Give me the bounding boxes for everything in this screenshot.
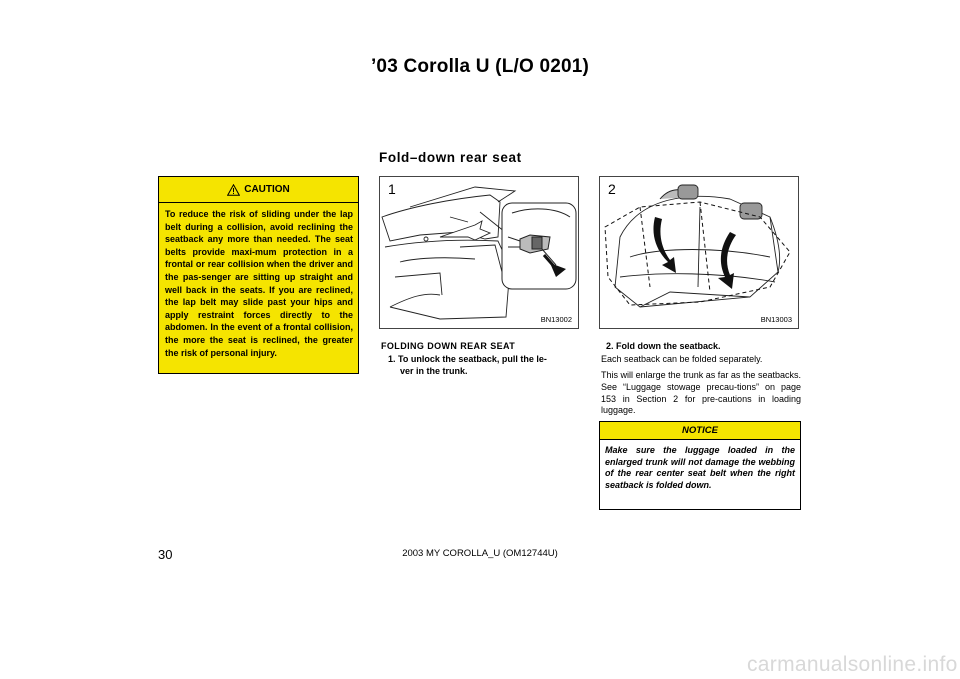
- caution-box: [158, 176, 359, 374]
- figure-code: BN13002: [540, 315, 572, 324]
- watermark: carmanualsonline.info: [747, 653, 958, 676]
- figure-folding-seat: [599, 176, 799, 329]
- step-2-text: 2. Fold down the seatback.: [606, 341, 721, 351]
- folding-heading: FOLDING DOWN REAR SEAT: [381, 341, 516, 351]
- notice-box: [599, 421, 801, 510]
- figure-trunk-lever: [379, 176, 579, 329]
- folding-seat-illustration: [600, 177, 799, 329]
- page-number: 30: [158, 547, 173, 562]
- notice-header: NOTICE: [600, 422, 800, 440]
- footer-doc-code: 2003 MY COROLLA_U (OM12744U): [402, 548, 558, 559]
- step-1-line-1: 1. To unlock the seatback, pull the le-: [388, 354, 547, 364]
- step-1-line-2: ver in the trunk.: [400, 365, 468, 376]
- separate-fold-paragraph: Each seatback can be folded separately.: [601, 354, 763, 364]
- figure-number: 2: [608, 181, 616, 197]
- caution-label: CAUTION: [244, 184, 290, 195]
- trunk-lever-illustration: [380, 177, 579, 329]
- page-header-title: ’03 Corolla U (L/O 0201): [370, 56, 590, 77]
- figure-number: 1: [388, 181, 396, 197]
- notice-text: Make sure the luggage loaded in the enlarged trunk will not damage the webbing of the rear center seat belt when the right seatback is folded down.: [605, 445, 795, 490]
- caution-text: To reduce the risk of sliding under the lap belt during a collision, avoid reclining the seatback any more than needed. The seat belts provide maxi-mum protection in a frontal or rear collision when the driver and the pas-senger are sitting up straight and well back in the seats. If you are reclined, the lap belt may slide past your hips and apply restraint forces directly to the abdomen. In the event of a frontal collision, the more the seat is reclined, the greater the risk of personal injury.: [165, 209, 353, 358]
- figure-code: BN13003: [760, 315, 792, 324]
- section-heading: Fold–down rear seat: [379, 150, 522, 165]
- warning-triangle-icon: [227, 184, 240, 196]
- step-1-text: [388, 354, 578, 378]
- caution-header: [159, 177, 358, 203]
- luggage-paragraph: This will enlarge the trunk as far as the seatbacks. See “Luggage stowage precau-tions” on page 153 in Section 2 for pre-cautions in loading luggage.: [601, 370, 801, 416]
